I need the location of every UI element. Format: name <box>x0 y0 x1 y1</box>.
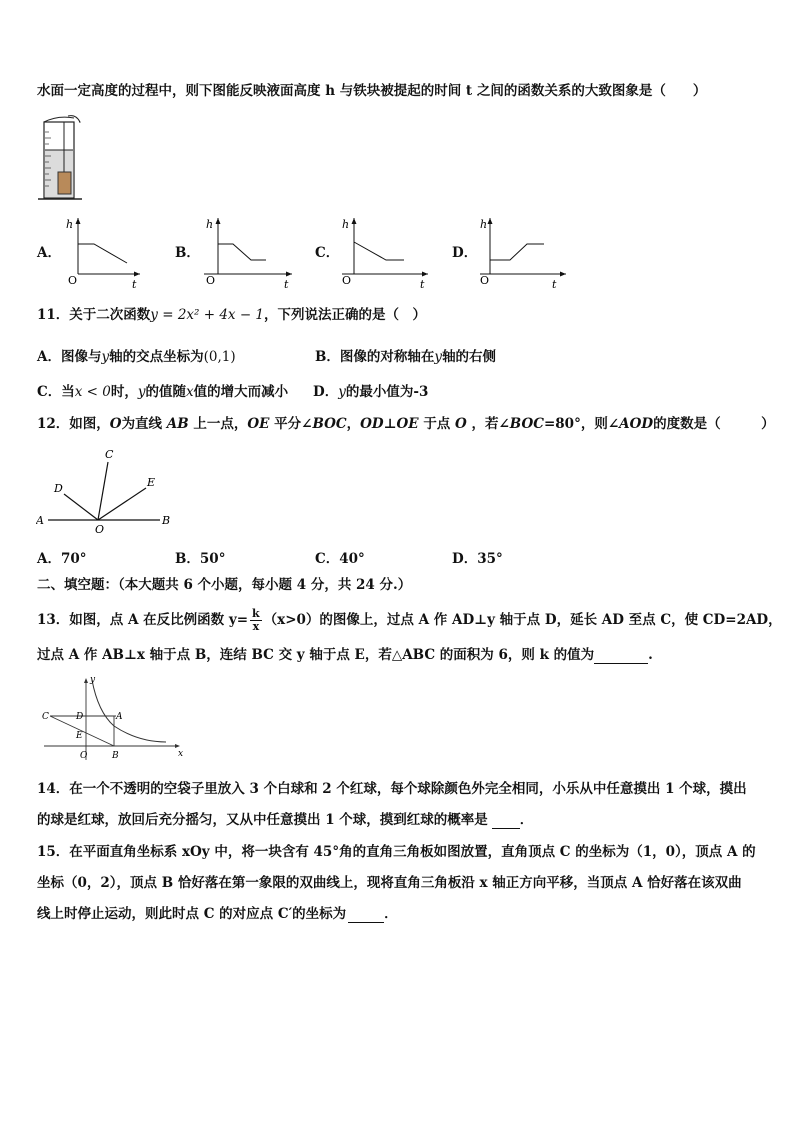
q10-option-b-label[interactable]: B． <box>175 245 200 261</box>
q10-graph-c <box>334 212 434 292</box>
svg-text:D: D <box>76 712 84 722</box>
q10-a-origin: O <box>68 274 78 287</box>
q12-stem: 12．如图，O为直线 AB 上一点，OE 平分∠BOC，OD⊥OE 于点 O ，若∠BOC=80°，则∠AOD的度数是（ ） <box>37 416 775 432</box>
q10-c-axis-h: h <box>342 218 350 231</box>
q10-a-axis-t: t <box>132 278 137 291</box>
q10-option-d-label[interactable]: D． <box>452 245 478 261</box>
svg-text:B: B <box>162 514 171 527</box>
q10-a-axis-h: h <box>66 218 74 231</box>
svg-text:y: y <box>90 675 96 685</box>
q15-line3: 线上时停止运动，则此时点 C 的对应点 C′的坐标为 ． <box>37 906 398 922</box>
q15-answer-blank[interactable] <box>348 908 384 923</box>
q14-line1: 14．在一个不透明的空袋子里放入 3 个白球和 2 个红球，每个球除颜色外完全相同，小乐从中任意摸出 1 个球，摸出 <box>37 781 747 797</box>
q12-option-b[interactable]: B．50° <box>175 551 226 567</box>
q11-option-c[interactable]: C．当x < 0时，y的值随x值的增大而减小 <box>37 384 289 400</box>
q12-angle-figure <box>36 444 176 534</box>
svg-text:E: E <box>147 476 156 489</box>
q13-line1: 13．如图，点 A 在反比例函数 y= $\frac{k}{x}$ （x>0）的图像上，过点 A 作 AD⊥y 轴于点 D，延长 AD 至点 C，使 CD=2AD， <box>37 607 782 633</box>
q10-graph-a <box>60 212 144 292</box>
q11-option-a[interactable]: A．图像与y轴的交点坐标为(0,1) <box>37 349 236 365</box>
q10-option-c-label[interactable]: C． <box>315 245 340 261</box>
svg-text:B: B <box>112 751 119 761</box>
q10-b-axis-t: t <box>284 278 289 291</box>
svg-text:O: O <box>80 751 88 761</box>
q10-d-origin: O <box>480 274 490 287</box>
svg-text:x: x <box>178 749 184 759</box>
q10-c-origin: O <box>342 274 352 287</box>
svg-text:C: C <box>42 712 49 722</box>
q15-line1: 15．在平面直角坐标系 xOy 中，将一块含有 45°角的直角三角板如图放置，直角顶点 C 的坐标为（1，0），顶点 A 的 <box>37 844 756 860</box>
q10-option-a-label[interactable]: A． <box>37 245 61 261</box>
section-2-heading: 二、填空题：（本大题共 6 个小题，每小题 4 分，共 24 分.） <box>37 577 412 593</box>
q12-option-c[interactable]: C．40° <box>315 551 365 567</box>
q15-line2: 坐标（0，2），顶点 B 恰好落在第一象限的双曲线上，现将直角三角板沿 x 轴正方向平移，当顶点 A 恰好落在该双曲 <box>37 875 742 891</box>
svg-text:A: A <box>116 712 123 722</box>
q14-answer-blank[interactable] <box>492 814 520 829</box>
q14-line2: 的球是红球，放回后充分摇匀，又从中任意摸出 1 个球，摸到红球的概率是 ． <box>37 812 534 828</box>
svg-text:D: D <box>54 482 63 495</box>
q10-b-origin: O <box>206 274 216 287</box>
q10-graph-d <box>472 212 572 292</box>
q11-option-d[interactable]: D．y的最小值为-3 <box>313 384 429 400</box>
q12-option-d[interactable]: D．35° <box>452 551 503 567</box>
beaker-figure <box>38 114 88 206</box>
q10-c-axis-t: t <box>420 278 425 291</box>
svg-text:C: C <box>105 448 114 461</box>
q11-function: y = 2x² + 4x − 1 <box>150 307 265 323</box>
q10-d-axis-h: h <box>480 218 488 231</box>
q10-d-axis-t: t <box>552 278 557 291</box>
q13-line2: 过点 A 作 AB⊥x 轴于点 B，连结 BC 交 y 轴于点 E，若△ABC 的面积为 6，则 k 的值为 . <box>37 647 653 663</box>
q10-stem: 水面一定高度的过程中，则下图能反映液面高度 h 与铁块被提起的时间 t 之间的函数关系的大致图象是（ ） <box>37 83 707 99</box>
q11-stem: 11．关于二次函数y = 2x² + 4x − 1，下列说法正确的是（ ） <box>37 307 427 323</box>
q10-graph-b <box>198 212 298 292</box>
q13-answer-blank[interactable] <box>594 649 648 664</box>
svg-text:E: E <box>76 731 83 741</box>
q13-hyperbola-figure <box>38 672 188 762</box>
q11-option-b[interactable]: B．图像的对称轴在y轴的右侧 <box>315 349 497 365</box>
q10-b-axis-h: h <box>206 218 214 231</box>
q13-fraction: $\frac{k}{x}$ <box>252 607 260 633</box>
svg-text:O: O <box>95 523 105 534</box>
q12-option-a[interactable]: A．70° <box>37 551 87 567</box>
svg-text:A: A <box>36 514 44 527</box>
